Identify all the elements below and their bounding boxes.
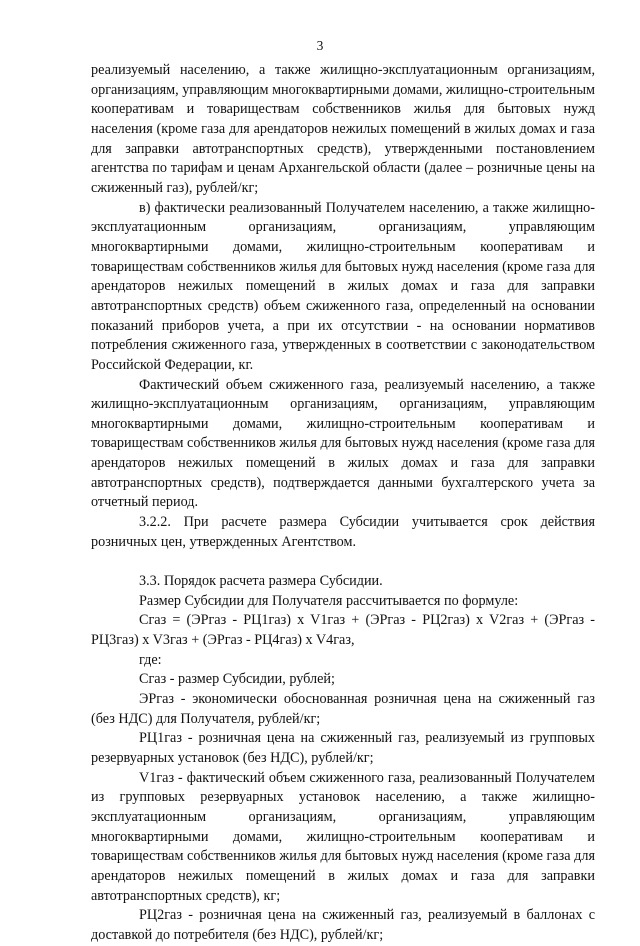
paragraph-formula-intro: Размер Субсидии для Получателя рассчитывается по формуле: [139, 592, 519, 609]
definition-sgaz: Сгаз - размер Субсидии, рублей; [139, 671, 335, 688]
paragraph-retail-prices-definition: реализуемый населению, а также жилищно-эксплуатационным организациям, организациям, управляющим многоквартирными домами, жилищно-строительным кооперативам и товариществам собственников жилья для бытовых нужд населения (кроме газа для арендаторов нежилых помещений в жилых домах и газа для заправки автотранспортных средств), утвержденными постановлением агентства по тарифам и ценам Архангельской области (далее – розничные цены на сжиженный газ), рублей/кг; [91, 62, 595, 196]
definition-rc1gaz: РЦ1газ - розничная цена на сжиженный газ, реализуемый из групповых резервуарных установок (без НДС), рублей/кг; [91, 730, 595, 766]
definition-v1gaz: V1газ - фактический объем сжиженного газа, реализованный Получателем из групповых резервуарных установок населению, а также жилищно-эксплуатационным организациям, организациям, управляющим многоквартирными домами, жилищно-строительным кооперативам и товариществам собственников жилья для бытовых нужд населения (кроме газа для арендаторов нежилых помещений в жилых домах и газа для заправки автотранспортных средств), кг; [91, 769, 595, 904]
paragraph-item-v: в) фактически реализованный Получателем населению, а также жилищно-эксплуатационным организациям, организациям, управляющим многоквартирными домами, жилищно-строительным кооперативам и товариществам собственников жилья для бытовых нужд населения (кроме газа для арендаторов нежилых помещений в жилых домах и газа для заправки автотранспортных средств) объем сжиженного газа, определенный на основании показаний приборов учета, а при их отсутствии - на основании нормативов потребления сжиженного газа, утвержденных в соответствии с законодательством Российской Федерации, кг. [91, 199, 595, 373]
page-number: 3 [316, 38, 324, 53]
blank-line [91, 552, 595, 572]
paragraph-section-3-2-2: 3.2.2. При расчете размера Субсидии учитывается срок действия розничных цен, утвержденных Агентством. [91, 514, 595, 550]
paragraph-where: где: [139, 651, 162, 668]
paragraph-actual-volume: Фактический объем сжиженного газа, реализуемый населению, а также жилищно-эксплуатационным организациям, организациям, управляющим многоквартирными домами, жилищно-строительным кооперативам и товариществам собственников жилья для бытовых нужд населения (кроме газа для арендаторов нежилых помещений в жилых домах и газа для заправки автотранспортных средств), подтверждается данными бухгалтерского учета за отчетный период. [91, 376, 595, 511]
section-heading-3-3: 3.3. Порядок расчета размера Субсидии. [139, 573, 383, 590]
subsidy-formula: Сгаз = (ЭРгаз - РЦ1газ) x V1газ + (ЭРгаз - РЦ2газ) x V2газ + (ЭРгаз - РЦ3газ) x V3газ + (ЭРгаз - РЦ4газ) x V4газ, [91, 612, 595, 649]
document-body [91, 61, 595, 946]
definition-rc2gaz: РЦ2газ - розничная цена на сжиженный газ, реализуемый в баллонах с доставкой до потребителя (без НДС), рублей/кг; [91, 907, 595, 943]
definition-ergaz: ЭРгаз - экономически обоснованная розничная цена на сжиженный газ (без НДС) для Получателя, рублей/кг; [91, 690, 595, 727]
